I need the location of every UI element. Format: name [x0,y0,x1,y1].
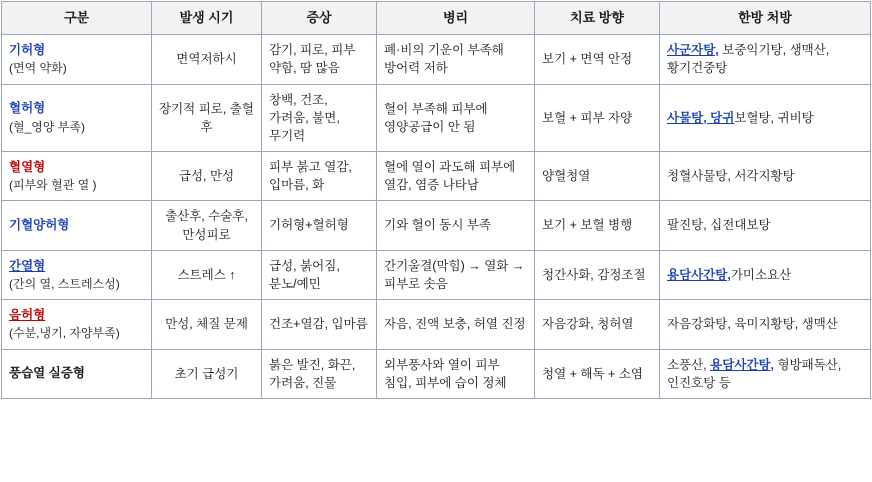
category-main: 기허형 [9,43,46,57]
cell-onset: 장기적 피로, 출혈 후 [152,84,262,151]
category-main: 혈허형 [9,101,46,116]
cell-onset: 초기 급성기 [152,349,262,398]
column-header-prescription: 한방 처방 [660,2,871,35]
cell-onset: 출산후, 수술후, 만성피로 [152,201,262,250]
column-header-category: 구분 [2,2,152,35]
cell-category [2,84,152,151]
cell-pathology: 자음, 진액 보충, 허열 진정 [377,300,535,350]
cell-onset: 스트레스 ↑ [152,250,262,300]
cell-prescription [660,84,871,151]
prescription-highlight: 용담사간탕, [667,267,731,282]
prescription-rest: 보혈탕, 귀비탕 [734,110,814,125]
cell-treatment: 청열 + 해독 + 소염 [535,349,660,398]
category-main: 혈열형 [9,159,46,174]
column-header-pathology: 병리 [377,2,535,35]
category-sub: (면역 약화) [9,61,67,76]
cell-pathology: 간기울결(막힘) → 열화 → 피부로 솟음 [377,250,535,300]
prescription-highlight: 용담사간탕, [710,357,775,372]
cell-symptoms: 급성, 붉어짐, 분노/예민 [262,250,377,300]
table-row [2,250,871,300]
cell-onset: 급성, 만성 [152,151,262,201]
category-sub: (피부와 혈관 열 ) [9,178,97,193]
table-row [2,151,871,201]
table-row [2,349,871,398]
cell-prescription [660,250,871,300]
category-main: 기혈양허형 [9,217,70,232]
cell-treatment: 자음강화, 청허열 [535,300,660,350]
category-sub: (간의 열, 스트레스성) [9,276,120,291]
cell-category [2,250,152,300]
cell-symptoms: 창백, 건조, 가려움, 불면,무기력 [262,84,377,151]
table-row [2,300,871,350]
prescription-highlight: 사군자탕, [667,43,719,58]
cell-prescription [660,35,871,85]
cell-onset: 면역저하시 [152,35,262,85]
cell-symptoms: 감기, 피로, 피부 약함, 땀 많음 [262,35,377,85]
column-header-onset: 발생 시기 [152,2,262,35]
cell-symptoms: 피부 붉고 열감, 입마름, 화 [262,151,377,201]
cell-symptoms: 붉은 발진, 화끈, 가려움, 진물 [262,349,377,398]
prescription-rest: 보중익기탕, 생맥산, 황기건중탕 [667,43,830,76]
table-header [2,2,871,35]
cell-category [2,349,152,398]
cell-treatment: 청간사화, 감정조절 [535,250,660,300]
prescription-rest: 자음강화탕, 육미지황탕, 생맥산 [667,317,838,332]
table-header-row [2,2,871,35]
cell-prescription [660,151,871,201]
cell-prescription [660,349,871,398]
table-row [2,84,871,151]
cell-category [2,151,152,201]
column-header-symptoms: 증상 [262,2,377,35]
cell-symptoms: 기허형+혈허형 [262,201,377,250]
prescription-rest: 가미소요산 [730,267,792,282]
cell-category [2,201,152,250]
category-sub: (수분,냉기, 자양부족) [9,326,120,341]
category-sub: (혈_영양 부족) [9,119,85,134]
prescription-rest: 소풍산, 용담사간탕, 형방패독산, 인진호탕 등 [667,357,842,390]
cell-prescription [660,300,871,350]
cell-pathology: 혈에 열이 과도해 피부에 열감, 염증 나타남 [377,151,535,201]
table-row [2,201,871,250]
cell-pathology: 혈이 부족해 피부에 영양공급이 안 됨 [377,84,535,151]
cell-pathology: 폐·비의 기운이 부족해 방어력 저하 [377,35,535,85]
cell-category [2,35,152,85]
prescription-highlight: 사물탕, 당귀 [667,110,735,125]
cell-treatment: 보혈 + 피부 자양 [535,84,660,151]
category-main: 간열형 [9,258,46,273]
column-header-treatment: 치료 방향 [535,2,660,35]
prescription-rest: 팔진탕, 십전대보탕 [667,218,771,233]
herbal-medicine-table [1,1,871,399]
category-main: 음허형 [9,308,46,323]
category-main: 풍습열 실증형 [9,366,85,381]
cell-onset: 만성, 체질 문제 [152,300,262,350]
cell-treatment: 보기 + 보혈 병행 [535,201,660,250]
cell-prescription [660,201,871,250]
cell-symptoms: 건조+열감, 입마름 [262,300,377,350]
cell-pathology: 외부풍사와 열이 피부 침입, 피부에 습이 정체 [377,349,535,398]
table-body [2,35,871,399]
cell-treatment: 양혈청열 [535,151,660,201]
table-row [2,35,871,85]
prescription-rest: 청혈사물탕, 서각지황탕 [667,169,795,184]
cell-pathology: 기와 혈이 동시 부족 [377,201,535,250]
cell-category [2,300,152,350]
cell-treatment: 보기 + 면역 안정 [535,35,660,85]
